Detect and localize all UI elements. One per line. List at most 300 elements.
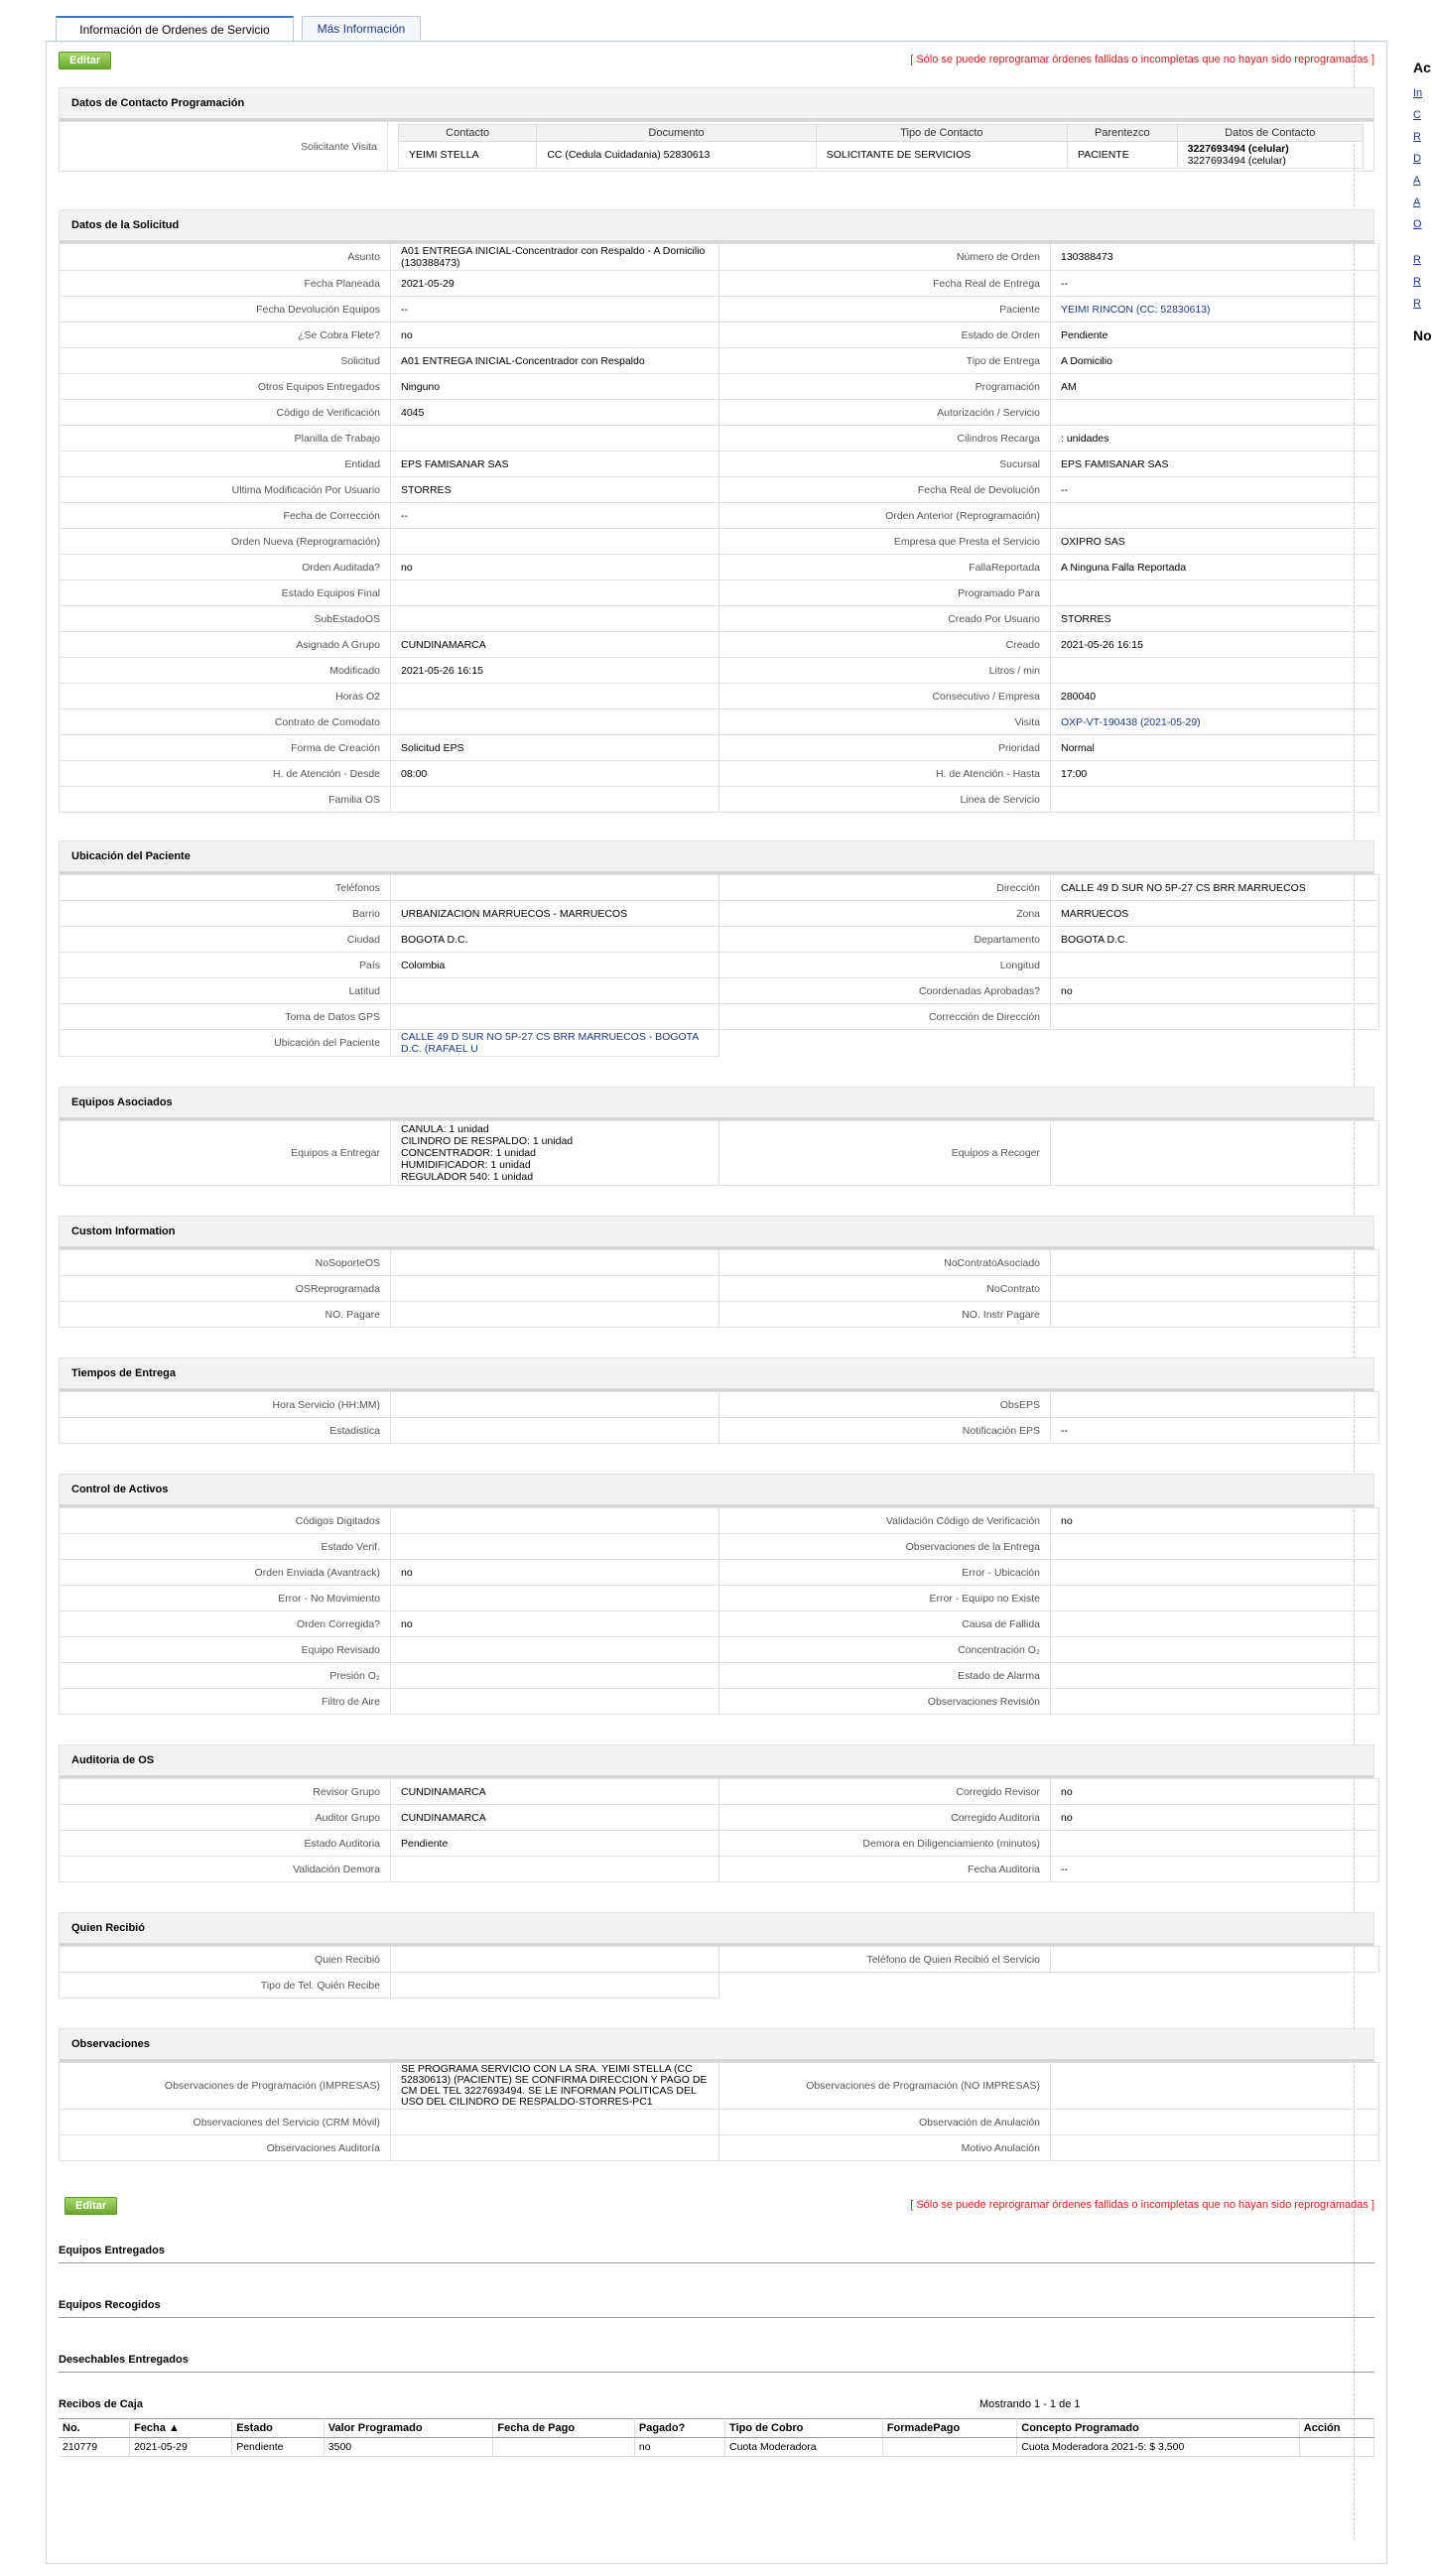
contact-phones-cell <box>1177 142 1363 169</box>
receipts-table <box>59 2418 1374 2457</box>
field-value <box>1051 953 1379 978</box>
section-title: Auditoria de OS <box>59 1744 1374 1778</box>
contact-cell: PACIENTE <box>1067 142 1177 169</box>
table-row <box>60 1250 1379 1276</box>
field-label: Equipo Revisado <box>60 1637 391 1663</box>
table-row <box>59 2438 1374 2457</box>
subsection-equipos-entregados: Equipos Entregados <box>59 2233 1374 2263</box>
field-label: Ciudad <box>60 927 391 953</box>
contact-table <box>59 121 1374 172</box>
section-table <box>59 1120 1379 1186</box>
table-row <box>60 927 1379 953</box>
receipts-column-header: Estado <box>232 2419 325 2438</box>
receipts-column-header: Valor Programado <box>324 2419 493 2438</box>
field-value <box>1051 1663 1379 1689</box>
field-value <box>391 978 719 1004</box>
field-value <box>391 875 719 901</box>
field-value <box>391 1857 719 1882</box>
field-label: Horas O2 <box>60 684 391 709</box>
field-value: Ninguno <box>391 374 719 400</box>
field-label: Estado de Orden <box>719 322 1051 348</box>
receipts-cell: Pendiente <box>232 2438 325 2457</box>
field-label: NO. Instr Pagare <box>719 1302 1051 1328</box>
table-row <box>60 1947 1379 1973</box>
contact-phone: 3227693494 (celular) <box>1187 143 1289 155</box>
field-value: -- <box>391 503 719 529</box>
table-row <box>60 1973 1379 1998</box>
section-2 <box>59 1087 1374 1186</box>
table-row <box>60 1560 1379 1586</box>
table-row <box>60 2110 1379 2135</box>
field-label: Observaciones Revisión <box>719 1689 1051 1715</box>
field-value: CUNDINAMARCA <box>391 1805 719 1831</box>
field-label: Fecha Real de Devolución <box>719 477 1051 503</box>
receipts-column-header: No. <box>59 2419 130 2438</box>
edit-button[interactable]: Editar <box>59 52 111 69</box>
sidebar-link[interactable]: In <box>1413 87 1423 99</box>
field-label: Contrato de Comodato <box>60 709 391 735</box>
table-row <box>60 477 1379 503</box>
field-label: Sucursal <box>719 451 1051 477</box>
field-value <box>391 1508 719 1534</box>
field-value <box>391 1973 719 1998</box>
field-label: Latitud <box>60 978 391 1004</box>
field-label: Planilla de Trabajo <box>60 426 391 451</box>
order-detail-panel <box>46 15 1387 2453</box>
field-label: Error - No Movimiento <box>60 1586 391 1611</box>
field-label: Otros Equipos Entregados <box>60 374 391 400</box>
field-value: URBANIZACION MARRUECOS - MARRUECOS <box>391 901 719 927</box>
field-label: Linea de Servicio <box>719 787 1051 813</box>
contact-cell: CC (Cedula Cuidadania) 52830613 <box>537 142 816 169</box>
subsection-desechables-entregados: Desechables Entregados <box>59 2342 1374 2373</box>
field-label: ¿Se Cobra Flete? <box>60 322 391 348</box>
contact-column-header: Documento <box>537 125 816 142</box>
field-value <box>1051 1030 1379 1057</box>
table-row <box>60 503 1379 529</box>
section-7 <box>59 1912 1374 1998</box>
sidebar-link[interactable]: R <box>1413 298 1421 310</box>
field-value: Solicitud EPS <box>391 735 719 761</box>
field-label: Teléfonos <box>60 875 391 901</box>
field-label: Estado Equipos Final <box>60 580 391 606</box>
field-value: BOGOTA D.C. <box>391 927 719 953</box>
field-value <box>391 1637 719 1663</box>
receipts-column-header: Pagado? <box>634 2419 724 2438</box>
contact-inner-table <box>398 124 1364 169</box>
field-value: 17:00 <box>1051 761 1379 787</box>
field-value <box>391 1586 719 1611</box>
table-row <box>60 658 1379 684</box>
field-value <box>391 1689 719 1715</box>
table-row <box>60 348 1379 374</box>
field-value <box>391 580 719 606</box>
field-label: Fecha Planeada <box>60 271 391 297</box>
table-row <box>60 1004 1379 1030</box>
field-value: no <box>391 322 719 348</box>
field-value: A Ninguna Falla Reportada <box>1051 555 1379 580</box>
field-label: Autorización / Servicio <box>719 400 1051 426</box>
field-value: MARRUECOS <box>1051 901 1379 927</box>
section-title: Datos de la Solicitud <box>59 209 1374 243</box>
sort-column-fecha[interactable]: Fecha ▲ <box>130 2419 232 2438</box>
sidebar-link[interactable]: O <box>1413 218 1422 230</box>
field-label: Ultima Modificación Por Usuario <box>60 477 391 503</box>
field-value <box>391 606 719 632</box>
field-value <box>1051 503 1379 529</box>
field-label: Causa de Fallida <box>719 1611 1051 1637</box>
table-row <box>60 901 1379 927</box>
field-value: : unidades <box>1051 426 1379 451</box>
field-label: Presión O₂ <box>60 1663 391 1689</box>
field-value <box>391 787 719 813</box>
field-value <box>391 2135 719 2161</box>
field-label: Visita <box>719 709 1051 735</box>
receipts-section <box>59 2398 1374 2457</box>
subsection-equipos-recogidos: Equipos Recogidos <box>59 2287 1374 2318</box>
field-label: Orden Corregida? <box>60 1611 391 1637</box>
field-value <box>1051 787 1379 813</box>
table-row <box>60 978 1379 1004</box>
field-label: Observaciones de Programación (NO IMPRESAS) <box>719 2063 1051 2110</box>
contact-cell: YEIMI STELLA <box>399 142 537 169</box>
tab-service-order-info[interactable]: Información de Ordenes de Servicio <box>56 16 294 42</box>
table-row <box>60 374 1379 400</box>
field-label: Observaciones Auditoría <box>60 2135 391 2161</box>
sidebar-link[interactable]: R <box>1413 276 1421 288</box>
section-1 <box>59 840 1374 1057</box>
field-label: Departamento <box>719 927 1051 953</box>
receipts-cell: 210779 <box>59 2438 130 2457</box>
field-label: Programado Para <box>719 580 1051 606</box>
receipts-column-header: Acción <box>1299 2419 1373 2438</box>
section-table <box>59 1778 1379 1882</box>
field-label: Validación Código de Verificación <box>719 1508 1051 1534</box>
field-label: Coordenadas Aprobadas? <box>719 978 1051 1004</box>
receipts-cell <box>882 2438 1016 2457</box>
field-label: NoContrato <box>719 1276 1051 1302</box>
section-3 <box>59 1216 1374 1328</box>
field-value <box>1051 1611 1379 1637</box>
field-value <box>391 684 719 709</box>
field-label: Toma de Datos GPS <box>60 1004 391 1030</box>
section-table <box>59 243 1379 813</box>
field-label: Solicitud <box>60 348 391 374</box>
field-label: Filtro de Aire <box>60 1689 391 1715</box>
field-value <box>391 1663 719 1689</box>
field-value: EPS FAMISANAR SAS <box>391 451 719 477</box>
field-label: Revisor Grupo <box>60 1779 391 1805</box>
table-row <box>60 709 1379 735</box>
field-value: 130388473 <box>1051 244 1379 271</box>
field-value: CALLE 49 D SUR NO 5P-27 CS BRR MARRUECOS - BOGOTA D.C. (RAFAEL U <box>391 1030 719 1057</box>
table-row <box>60 322 1379 348</box>
field-value <box>391 426 719 451</box>
field-value: AM <box>1051 374 1379 400</box>
field-label: Hora Servicio (HH:MM) <box>60 1392 391 1418</box>
receipts-column-header: Fecha de Pago <box>493 2419 634 2438</box>
field-label: Corrección de Dirección <box>719 1004 1051 1030</box>
field-label: Familia OS <box>60 787 391 813</box>
table-row <box>60 953 1379 978</box>
field-label: Dirección <box>719 875 1051 901</box>
table-row <box>60 787 1379 813</box>
receipts-paging: Mostrando 1 - 1 de 1 <box>979 2398 1081 2410</box>
table-row <box>60 1534 1379 1560</box>
table-row <box>60 271 1379 297</box>
field-label: NoContratoAsociado <box>719 1250 1051 1276</box>
contact-phone: 3227693494 (celular) <box>1187 155 1286 167</box>
section-title: Control de Activos <box>59 1474 1374 1507</box>
contact-header-row <box>399 125 1364 142</box>
field-value <box>1051 1637 1379 1663</box>
receipts-column-header: Concepto Programado <box>1017 2419 1300 2438</box>
field-value: -- <box>1051 477 1379 503</box>
field-value <box>1051 1302 1379 1328</box>
receipts-cell: no <box>634 2438 724 2457</box>
field-value <box>391 1004 719 1030</box>
field-label: Modificado <box>60 658 391 684</box>
field-label: Zona <box>719 901 1051 927</box>
field-value: 2021-05-29 <box>391 271 719 297</box>
field-value <box>1051 1586 1379 1611</box>
field-value: Colombia <box>391 953 719 978</box>
field-label: Forma de Creación <box>60 735 391 761</box>
field-label: Orden Auditada? <box>60 555 391 580</box>
field-label: Fecha Real de Entrega <box>719 271 1051 297</box>
table-row <box>60 1663 1379 1689</box>
table-row <box>60 1831 1379 1857</box>
field-label: Estado Auditoria <box>60 1831 391 1857</box>
table-row <box>60 1508 1379 1534</box>
table-row <box>60 2063 1379 2110</box>
section-8 <box>59 2028 1374 2161</box>
table-row <box>60 580 1379 606</box>
section-title: Observaciones <box>59 2028 1374 2062</box>
field-label: Observaciones del Servicio (CRM Móvil) <box>60 2110 391 2135</box>
sidebar-link[interactable]: R <box>1413 131 1421 143</box>
table-row <box>60 684 1379 709</box>
field-value: BOGOTA D.C. <box>1051 927 1379 953</box>
receipts-cell: Cuota Moderadora 2021-5: $ 3,500 <box>1017 2438 1300 2457</box>
table-row <box>60 875 1379 901</box>
field-value: STORRES <box>391 477 719 503</box>
section-table <box>59 1249 1379 1328</box>
table-row <box>60 761 1379 787</box>
field-value: no <box>1051 1779 1379 1805</box>
receipts-cell <box>493 2438 634 2457</box>
field-value <box>1051 1276 1379 1302</box>
sidebar-link[interactable]: R <box>1413 254 1421 266</box>
section-5 <box>59 1474 1374 1715</box>
field-label: Empresa que Presta el Servicio <box>719 529 1051 555</box>
table-row <box>60 1030 1379 1057</box>
field-label: Fecha Devolución Equipos <box>60 297 391 322</box>
receipts-column-header: Tipo de Cobro <box>725 2419 883 2438</box>
field-value <box>1051 580 1379 606</box>
field-label: NoSoporteOS <box>60 1250 391 1276</box>
contact-section <box>59 87 1374 172</box>
field-value <box>1051 400 1379 426</box>
field-label: H. de Atención - Desde <box>60 761 391 787</box>
field-label: Observaciones de Programación (IMPRESAS) <box>60 2063 391 2110</box>
contact-data-row <box>399 142 1364 169</box>
receipts-cell: 2021-05-29 <box>130 2438 232 2457</box>
field-label: Concentración O₂ <box>719 1637 1051 1663</box>
field-label: Cilindros Recarga <box>719 426 1051 451</box>
field-label: Paciente <box>719 297 1051 322</box>
field-value: CANULA: 1 unidad CILINDRO DE RESPALDO: 1 unidad CONCENTRADOR: 1 unidad HUMIDIFICADOR: 1 unidad REGULADOR 540: 1 unidad <box>391 1121 719 1186</box>
field-label: Creado <box>719 632 1051 658</box>
field-value <box>1051 1560 1379 1586</box>
table-row <box>60 400 1379 426</box>
contact-inner-cell <box>388 122 1374 172</box>
field-label: Fecha Auditoria <box>719 1857 1051 1882</box>
sidebar-title-2: No <box>1413 327 1432 343</box>
field-label: Programación <box>719 374 1051 400</box>
field-value: STORRES <box>1051 606 1379 632</box>
field-value: A Domicilio <box>1051 348 1379 374</box>
receipts-title: Recibos de Caja <box>59 2398 143 2410</box>
sidebar-link[interactable]: A <box>1413 175 1421 187</box>
table-row <box>60 1418 1379 1444</box>
field-label: Motivo Anulación <box>719 2135 1051 2161</box>
field-value <box>391 1250 719 1276</box>
field-label: Estado Verif. <box>60 1534 391 1560</box>
field-label: Prioridad <box>719 735 1051 761</box>
field-value: OXP-VT-190438 (2021-05-29) <box>1051 709 1379 735</box>
tab-more-info[interactable]: Más Información <box>302 16 421 40</box>
field-label: Tipo de Tel. Quién Recibe <box>60 1973 391 1998</box>
field-label: Error - Equipo no Existe <box>719 1586 1051 1611</box>
section-4 <box>59 1357 1374 1444</box>
field-label: Códigos Digitados <box>60 1508 391 1534</box>
field-value <box>391 1276 719 1302</box>
table-row <box>60 451 1379 477</box>
field-label: H. de Atención - Hasta <box>719 761 1051 787</box>
field-label: Ubicación del Paciente <box>60 1030 391 1057</box>
field-value: no <box>391 1560 719 1586</box>
reprogram-warning: [ Sólo se puede reprogramar órdenes fallidas o incompletas que no hayan sido reprogramadas ] <box>910 54 1374 65</box>
section-table <box>59 1391 1379 1444</box>
receipts-column-header: FormadePago <box>882 2419 1016 2438</box>
table-row <box>60 297 1379 322</box>
sidebar-link[interactable]: D <box>1413 153 1421 165</box>
field-label: Asunto <box>60 244 391 271</box>
field-value <box>391 1534 719 1560</box>
field-label: Consecutivo / Empresa <box>719 684 1051 709</box>
field-value <box>1051 1973 1379 1998</box>
receipts-header-row <box>59 2419 1374 2438</box>
field-value: OXIPRO SAS <box>1051 529 1379 555</box>
table-row <box>60 1805 1379 1831</box>
table-row <box>60 735 1379 761</box>
field-label <box>719 1973 1051 1998</box>
field-label: Corregido Auditoria <box>719 1805 1051 1831</box>
contact-column-header: Contacto <box>399 125 537 142</box>
field-label: FallaReportada <box>719 555 1051 580</box>
bottom-actions <box>59 2197 1374 2221</box>
table-row <box>60 1689 1379 1715</box>
field-value: no <box>391 1611 719 1637</box>
tab-bar <box>46 15 1387 42</box>
field-value: 08:00 <box>391 761 719 787</box>
field-value <box>1051 2063 1379 2110</box>
section-title: Ubicación del Paciente <box>59 840 1374 874</box>
field-value <box>391 1418 719 1444</box>
field-label: Demora en Diligenciamiento (minutos) <box>719 1831 1051 1857</box>
field-value: 2021-05-26 16:15 <box>1051 632 1379 658</box>
field-value <box>391 1302 719 1328</box>
section-0 <box>59 209 1374 813</box>
field-value: no <box>1051 978 1379 1004</box>
field-label <box>719 1030 1051 1057</box>
table-row <box>60 244 1379 271</box>
field-label: Entidad <box>60 451 391 477</box>
table-row <box>60 1586 1379 1611</box>
field-value: -- <box>391 297 719 322</box>
table-row <box>60 632 1379 658</box>
table-row <box>60 606 1379 632</box>
field-label: Orden Anterior (Reprogramación) <box>719 503 1051 529</box>
table-row <box>60 1611 1379 1637</box>
section-title: Quien Recibió <box>59 1912 1374 1946</box>
field-value: 2021-05-26 16:15 <box>391 658 719 684</box>
field-value <box>391 529 719 555</box>
field-label: Asignado A Grupo <box>60 632 391 658</box>
field-label: Quien Recibió <box>60 1947 391 1973</box>
field-value <box>1051 1004 1379 1030</box>
field-label: SubEstadoOS <box>60 606 391 632</box>
field-label: Tipo de Entrega <box>719 348 1051 374</box>
field-value: Pendiente <box>1051 322 1379 348</box>
section-title: Datos de Contacto Programación <box>59 87 1374 121</box>
table-row <box>60 1121 1379 1186</box>
field-label: Teléfono de Quien Recibió el Servicio <box>719 1947 1051 1973</box>
table-row <box>60 529 1379 555</box>
field-label: Observación de Anulación <box>719 2110 1051 2135</box>
field-value: no <box>1051 1805 1379 1831</box>
field-value: YEIMI RINCON (CC: 52830613) <box>1051 297 1379 322</box>
field-label: Estado de Alarma <box>719 1663 1051 1689</box>
field-label: OSReprogramada <box>60 1276 391 1302</box>
contact-column-header: Datos de Contacto <box>1177 125 1363 142</box>
section-title: Tiempos de Entrega <box>59 1357 1374 1391</box>
receipts-cell <box>1299 2438 1373 2457</box>
table-row <box>60 1779 1379 1805</box>
field-label: Corregido Revisor <box>719 1779 1051 1805</box>
section-table <box>59 1507 1379 1715</box>
field-value <box>1051 2135 1379 2161</box>
field-value <box>1051 1689 1379 1715</box>
field-value: Pendiente <box>391 1831 719 1857</box>
table-row <box>60 1302 1379 1328</box>
field-label: Notificación EPS <box>719 1418 1051 1444</box>
edit-button-bottom[interactable]: Editar <box>65 2197 117 2215</box>
sidebar-link[interactable]: A <box>1413 196 1421 208</box>
field-value: SE PROGRAMA SERVICIO CON LA SRA. YEIMI STELLA (CC 52830613) (PACIENTE) SE CONFIRMA DIRECCION Y PAGO DE CM DEL TEL 3227693494. SE LE INFORMAN POLITICAS DEL USO DEL CILINDRO DE RESPALDO-STORRES-PC1 <box>391 2063 719 2110</box>
field-value <box>391 1392 719 1418</box>
field-value: -- <box>1051 1857 1379 1882</box>
field-label: País <box>60 953 391 978</box>
field-label: Número de Orden <box>719 244 1051 271</box>
field-label: Auditor Grupo <box>60 1805 391 1831</box>
field-value: CALLE 49 D SUR NO 5P-27 CS BRR MARRUECOS <box>1051 875 1379 901</box>
field-label: ObsEPS <box>719 1392 1051 1418</box>
field-label: Orden Enviada (Avantrack) <box>60 1560 391 1586</box>
sidebar-link[interactable]: C <box>1413 109 1421 121</box>
field-value <box>1051 1947 1379 1973</box>
